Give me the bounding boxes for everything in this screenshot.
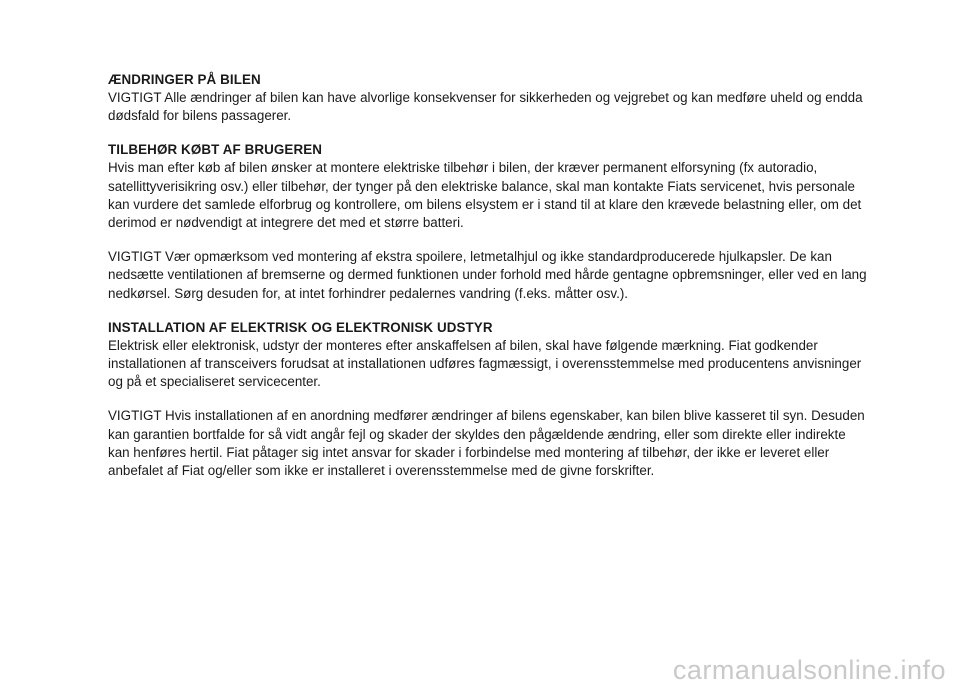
section-electrical-installation (108, 319, 878, 480)
section-user-purchased-accessories (108, 141, 878, 302)
document-page (108, 71, 878, 480)
watermark-text: carmanualsonline.info (672, 655, 946, 685)
body-paragraph: Elektrisk eller elektronisk, udstyr der monteres efter anskaffelsen af bilen, skal have følgende mærkning. Fiat godkender installationen af transceivers forudsat at installationen udføres fagmæssigt, i overensstemmelse med producentens anvisninger og på et specialiseret servicecenter. (108, 337, 862, 390)
section-vehicle-modifications (108, 71, 878, 125)
warning-paragraph: VIGTIGT Vær opmærksom ved montering af ekstra spoilere, letmetalhjul og ikke standardproducerede hjulkapsler. De kan nedsætte ventilationen af bremserne og dermed funktionen under forhold med hårde gentagne opbremsninger, eller ved en lang nedkørsel. Sørg desuden for, at intet forhindrer pedalernes vandring (f.eks. måtter osv.). (108, 249, 867, 301)
section-heading: ÆNDRINGER PÅ BILEN (108, 72, 261, 87)
section-heading: TILBEHØR KØBT AF BRUGEREN (108, 142, 323, 158)
warning-paragraph: VIGTIGT Hvis installationen af en anordning medfører ændringer af bilens egenskaber, kan bilen blive kasseret til syn. Desuden kan garantien bortfalde for så vidt angår fejl og skader der skyldes den pågældende ændring, eller som direkte eller indirekte kan henføres hertil. Fiat påtager sig intet ansvar for skader i forbindelse med montering af tilbehør, der ikke er leveret eller anbefalet af Fiat og/eller som ikke er installeret i overensstemmelse med de givne forskrifter. (108, 408, 865, 479)
body-paragraph: Hvis man efter køb af bilen ønsker at montere elektriske tilbehør i bilen, der kræver permanent elforsyning (fx autoradio, satellittyverisikring osv.) eller tilbehør, der tynger på den elektriske balance, skal man kontakte Fiats servicenet, hvis personale kan vurdere det samlede elforbrug og kontrollere, om bilens elsystem er i stand til at klare den krævede belastning eller, om det derimod er nødvendigt at integrere det med et større batteri. (108, 160, 862, 231)
section-heading: INSTALLATION AF ELEKTRISK OG ELEKTRONISK UDSTYR (108, 319, 493, 335)
warning-paragraph: VIGTIGT Alle ændringer af bilen kan have alvorlige konsekvenser for sikkerheden og vejgrebet og kan medføre uheld og endda dødsfald for bilens passagerer. (108, 90, 863, 124)
